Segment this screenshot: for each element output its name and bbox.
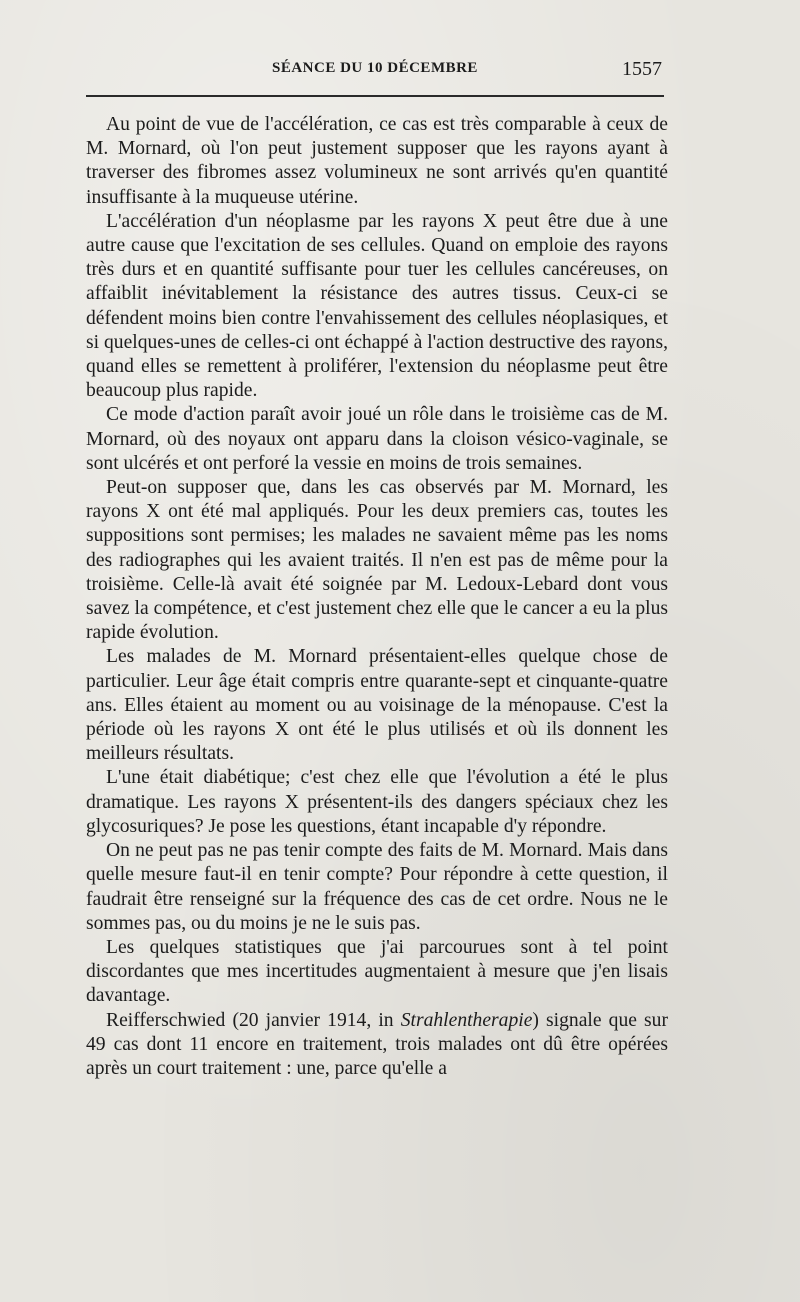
page-number: 1557: [622, 58, 662, 80]
paragraph: L'une était diabétique; c'est chez elle que l'évolution a été le plus dramatique. Les rayons X présentent-ils des dangers spéciaux chez les glycosuriques? Je pose les questions, étant incapable d'y répondre.: [86, 767, 668, 837]
paragraph: Les malades de M. Mornard présentaient-elles quelque chose de particulier. Leur âge était compris entre quarante-sept et cinquante-quatre ans. Elles étaient au moment ou au voisinage de la ménopause. C'est la période où les rayons X ont été le plus utilisés et où ils donnent les meilleurs résultats.: [86, 646, 668, 765]
paragraph-text: Reifferschwied (20 janvier 1914, in: [106, 1009, 401, 1031]
body-text: [86, 113, 668, 1081]
paragraph-text: ) signale que sur 49 cas dont 11 encore en traitement, trois malades ont dû être opérées après un court traitement : une, parce qu'elle a: [86, 1009, 669, 1079]
paragraph: Au point de vue de l'accélération, ce cas est très comparable à ceux de M. Mornard, où l'on peut justement supposer que les rayons ayant à traverser des fibromes assez volumineux ne sont arrivés qu'en quantité insuffisante à la muqueuse utérine.: [86, 114, 668, 208]
paragraph: On ne peut pas ne pas tenir compte des faits de M. Mornard. Mais dans quelle mesure faut-il en tenir compte? Pour répondre à cette question, il faudrait être renseigné sur la fréquence des cas de cet ordre. Nous ne le sommes pas, ou du moins je ne le suis pas.: [86, 840, 668, 934]
paragraph: [86, 1009, 668, 1082]
journal-title: Strahlentherapie: [400, 1009, 533, 1031]
paragraph: Peut-on supposer que, dans les cas observés par M. Mornard, les rayons X ont été mal appliqués. Pour les deux premiers cas, toutes les suppositions sont permises; les malades ne savaient même pas les noms des radiographes qui les avaient traités. Il n'en est pas de même pour la troisième. Celle-là avait été soignée par M. Ledoux-Lebard dont vous savez la compétence, et c'est justement chez elle que le cancer a eu la plus rapide évolution.: [86, 477, 668, 644]
paragraph: Ce mode d'action paraît avoir joué un rôle dans le troisième cas de M. Mornard, où des noyaux ont apparu dans la cloison vésico-vaginale, se sont ulcérés et ont perforé la vessie en moins de trois semaines.: [86, 404, 668, 474]
page-header: [86, 58, 666, 86]
paragraph: Les quelques statistiques que j'ai parcourues sont à tel point discordantes que mes incertitudes augmentaient à mesure que j'en lisais davantage.: [86, 936, 668, 1007]
header-rule: [86, 95, 664, 97]
running-title: SÉANCE DU 10 DÉCEMBRE: [272, 60, 478, 76]
paragraph: L'accélération d'un néoplasme par les rayons X peut être due à une autre cause que l'excitation de ses cellules. Quand on emploie des rayons très durs et en quantité suffisante pour tuer les cellules cancéreuses, on affaiblit inévitablement la résistance des autres tissus. Ceux-ci se défendent moins bien contre l'envahissement des cellules néoplasiques, et si quelques-unes de celles-ci ont échappé à l'action destructive des rayons, quand elles se remettent à proliférer, l'extension du néoplasme peut être beaucoup plus rapide.: [86, 210, 668, 402]
